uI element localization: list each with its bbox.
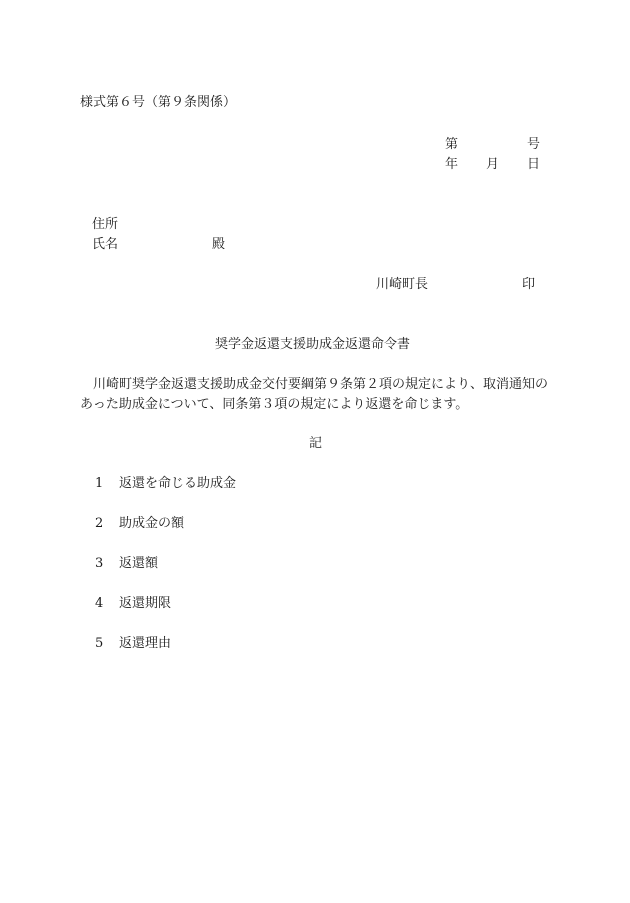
item-number: 4: [95, 596, 104, 611]
doc-number-dai: 第: [445, 137, 459, 152]
item-label: 助成金の額: [119, 516, 185, 531]
ki-heading: 記: [309, 436, 323, 451]
mayor-title: 川崎町長: [376, 277, 429, 292]
item-label: 返還理由: [119, 636, 172, 651]
name-label: 氏名: [92, 237, 119, 252]
form-label: 様式第６号（第９条関係）: [80, 95, 237, 110]
item-label: 返還期限: [119, 596, 172, 611]
address-label: 住所: [92, 217, 119, 232]
list-item: [95, 596, 171, 612]
honorific: 殿: [212, 237, 226, 252]
list-item: [95, 476, 236, 492]
doc-number-gou: 号: [527, 137, 541, 152]
item-number: 5: [95, 636, 104, 651]
list-item: [95, 556, 158, 572]
date-year-label: 年: [445, 157, 459, 172]
item-label: 返還を命じる助成金: [119, 476, 237, 491]
document-title: 奨学金返還支援助成金返還命令書: [215, 337, 411, 352]
body-paragraph: 川崎町奨学金返還支援助成金交付要綱第９条第２項の規定により、取消通知のあった助成金について、同条第３項の規定により返還を命じます。: [80, 377, 549, 412]
date-month-label: 月: [486, 157, 500, 172]
date-day-label: 日: [527, 157, 541, 172]
item-label: 返還額: [119, 556, 159, 571]
item-number: 3: [95, 556, 104, 571]
list-item: [95, 636, 171, 652]
seal-mark: 印: [522, 277, 536, 292]
item-number: 2: [95, 516, 104, 531]
list-item: [95, 516, 184, 532]
item-number: 1: [95, 476, 104, 491]
